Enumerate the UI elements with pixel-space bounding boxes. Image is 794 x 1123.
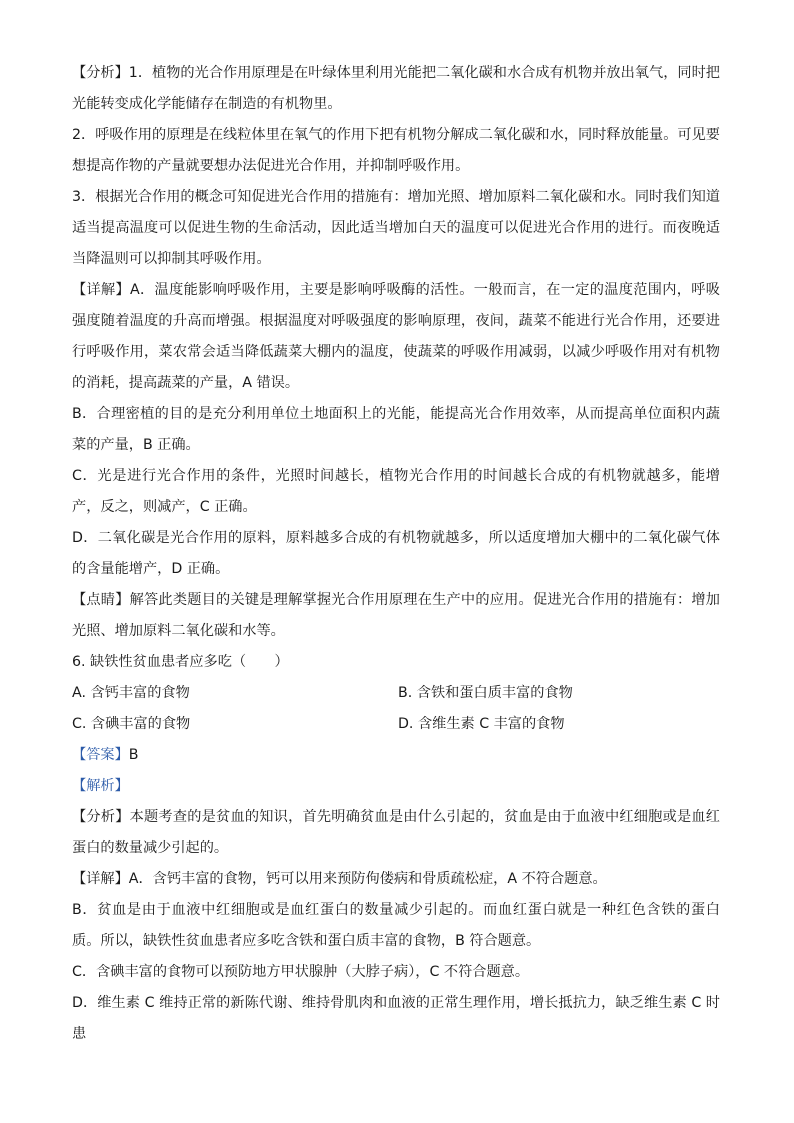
question-6-options [72, 678, 720, 740]
detail-text-a: A．温度能影响呼吸作用，主要是影响呼吸酶的活性。一般而言，在一定的温度范围内，呼吸强度随着温度的升高而增强。根据温度对呼吸强度的影响原理，夜间，蔬菜不能进行光合作用，还要进行呼吸作用，菜农常会适当降低蔬菜大棚内的温度，使蔬菜的呼吸作用减弱，以减少呼吸作用对有机物的消耗，提高蔬菜的产量，A 错误。 [72, 282, 720, 391]
comment-text: 解答此类题目的关键是理解掌握光合作用原理在生产中的应用。促进光合作用的措施有：增加光照、增加原料二氧化碳和水等。 [72, 592, 720, 639]
q6-detail-paragraph-c: C．含碘丰富的食物可以预防地方甲状腺肿（大脖子病），C 不符合题意。 [72, 964, 530, 980]
comment-tag: 【点睛】 [72, 592, 130, 608]
detail-paragraph-c: C．光是进行光合作用的条件，光照时间越长，植物光合作用的时间越长合成的有机物就越多，能增产，反之，则减产，C 正确。 [72, 468, 720, 515]
q6-detail-paragraph-d: D．维生素 C 维持正常的新陈代谢、维持骨肌肉和血液的正常生理作用，增长抵抗力，缺乏维生素 C 时患 [72, 995, 720, 1042]
option-d: D. 含维生素 C 丰富的食物 [398, 716, 565, 732]
detail-paragraph-d: D．二氧化碳是光合作用的原料，原料越多合成的有机物就越多，所以适度增加大棚中的二氧化碳气体的含量能增产，D 正确。 [72, 530, 720, 577]
explanation-tag: 【解析】 [72, 778, 129, 794]
q6-detail-tag: 【详解】 [72, 871, 129, 887]
analysis-text-1: 1．植物的光合作用原理是在叶绿体里利用光能把二氧化碳和水合成有机物并放出氧气，同时把光能转变成化学能储存在制造的有机物里。 [72, 65, 720, 112]
answer-tag: 【答案】 [72, 747, 129, 763]
analysis-paragraph-3: 3．根据光合作用的概念可知促进光合作用的措施有：增加光照、增加原料二氧化碳和水。同时我们知道适当提高温度可以促进生物的生命活动，因此适当增加白天的温度可以促进光合作用的进行。而夜晚适当降温则可以抑制其呼吸作用。 [72, 189, 720, 267]
option-b: B. 含铁和蛋白质丰富的食物 [398, 685, 573, 701]
comment-paragraph [72, 585, 720, 647]
q6-analysis-tag: 【分析】 [72, 809, 130, 825]
q6-analysis-paragraph [72, 802, 720, 864]
q6-detail-text-a: A．含钙丰富的食物，钙可以用来预防佝偻病和骨质疏松症，A 不符合题意。 [128, 871, 607, 887]
answer-value: B [128, 747, 139, 763]
option-a: A. 含钙丰富的食物 [72, 685, 190, 701]
q6-detail-paragraph-b: B．贫血是由于血液中红细胞或是血红蛋白的数量减少引起的。而血红蛋白就是一种红色含铁的蛋白质。所以，缺铁性贫血患者应多吃含铁和蛋白质丰富的食物，B 符合题意。 [72, 902, 720, 949]
detail-paragraph-b: B．合理密植的目的是充分利用单位土地面积上的光能，能提高光合作用效率，从而提高单位面积内蔬菜的产量，B 正确。 [72, 406, 720, 453]
detail-paragraph-a [72, 275, 720, 399]
q6-detail-paragraph-a [72, 864, 720, 895]
question-6-stem: 6. 缺铁性贫血患者应多吃（ ） [72, 654, 289, 670]
document-page [72, 58, 720, 1050]
answer-line [72, 740, 720, 771]
analysis-tag: 【分析】 [72, 65, 129, 81]
q6-analysis-text: 本题考查的是贫血的知识，首先明确贫血是由什么引起的，贫血是由于血液中红细胞或是血红蛋白的数量减少引起的。 [72, 809, 720, 856]
detail-tag: 【详解】 [72, 282, 131, 298]
analysis-paragraph-1 [72, 58, 720, 120]
option-c: C. 含碘丰富的食物 [72, 716, 191, 732]
analysis-paragraph-2: 2．呼吸作用的原理是在线粒体里在氧气的作用下把有机物分解成二氧化碳和水，同时释放能量。可见要想提高作物的产量就要想办法促进光合作用，并抑制呼吸作用。 [72, 127, 720, 174]
